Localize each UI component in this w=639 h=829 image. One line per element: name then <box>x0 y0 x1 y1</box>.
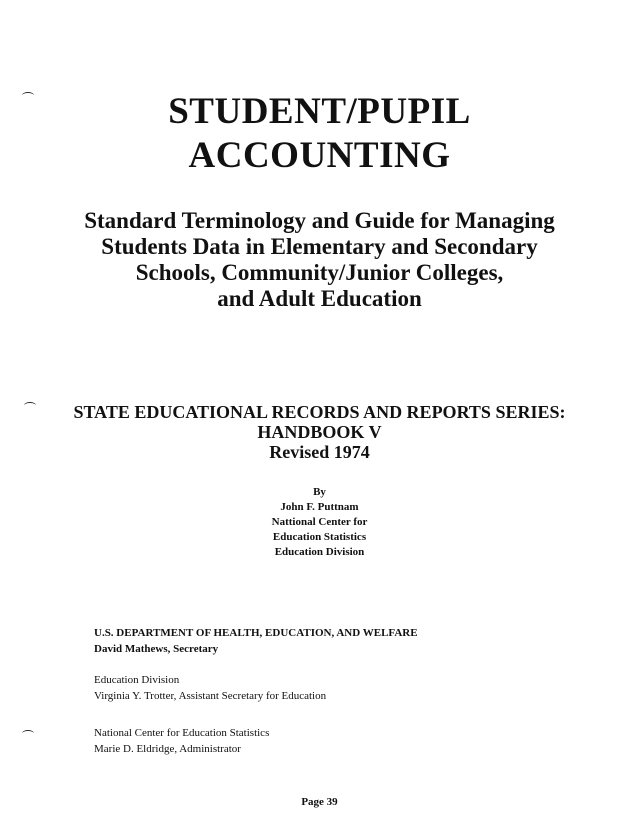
document-title <box>0 90 639 178</box>
byline-by: By <box>313 486 326 498</box>
division-block <box>94 673 326 704</box>
center-name: National Center for Education Statistics <box>94 727 270 739</box>
author-org-line: Nattional Center for <box>271 516 368 528</box>
document-subtitle <box>0 208 639 312</box>
subtitle-line: Schools, Community/Junior Colleges, <box>135 260 504 285</box>
division-official: Virginia Y. Trotter, Assistant Secretary for Education <box>94 689 327 702</box>
margin-mark <box>22 730 34 737</box>
handbook-number: HANDBOOK V <box>257 422 382 442</box>
author-name: John F. Puttnam <box>280 501 359 513</box>
title-line: STUDENT/PUPIL <box>168 91 471 132</box>
revision-date: Revised 1974 <box>269 442 370 462</box>
department-block <box>94 626 418 657</box>
series-name: STATE EDUCATIONAL RECORDS AND REPORTS SERIES: <box>73 402 566 422</box>
author-org-line: Education Division <box>274 546 365 558</box>
page-number: Page 39 <box>301 796 338 808</box>
subtitle-line: and Adult Education <box>217 286 422 311</box>
subtitle-line: Standard Terminology and Guide for Managing <box>84 208 555 233</box>
author-org-line: Education Statistics <box>272 531 367 543</box>
department-name: U.S. DEPARTMENT OF HEALTH, EDUCATION, AND WELFARE <box>94 627 418 639</box>
byline <box>200 485 439 560</box>
department-secretary: David Mathews, Secretary <box>94 642 219 655</box>
division-name: Education Division <box>94 674 180 686</box>
subtitle-line: Students Data in Elementary and Secondary <box>101 234 538 259</box>
series-heading <box>0 402 639 462</box>
center-official: Marie D. Eldridge, Administrator <box>94 742 241 755</box>
title-line: ACCOUNTING <box>188 135 451 176</box>
center-block <box>94 726 269 757</box>
